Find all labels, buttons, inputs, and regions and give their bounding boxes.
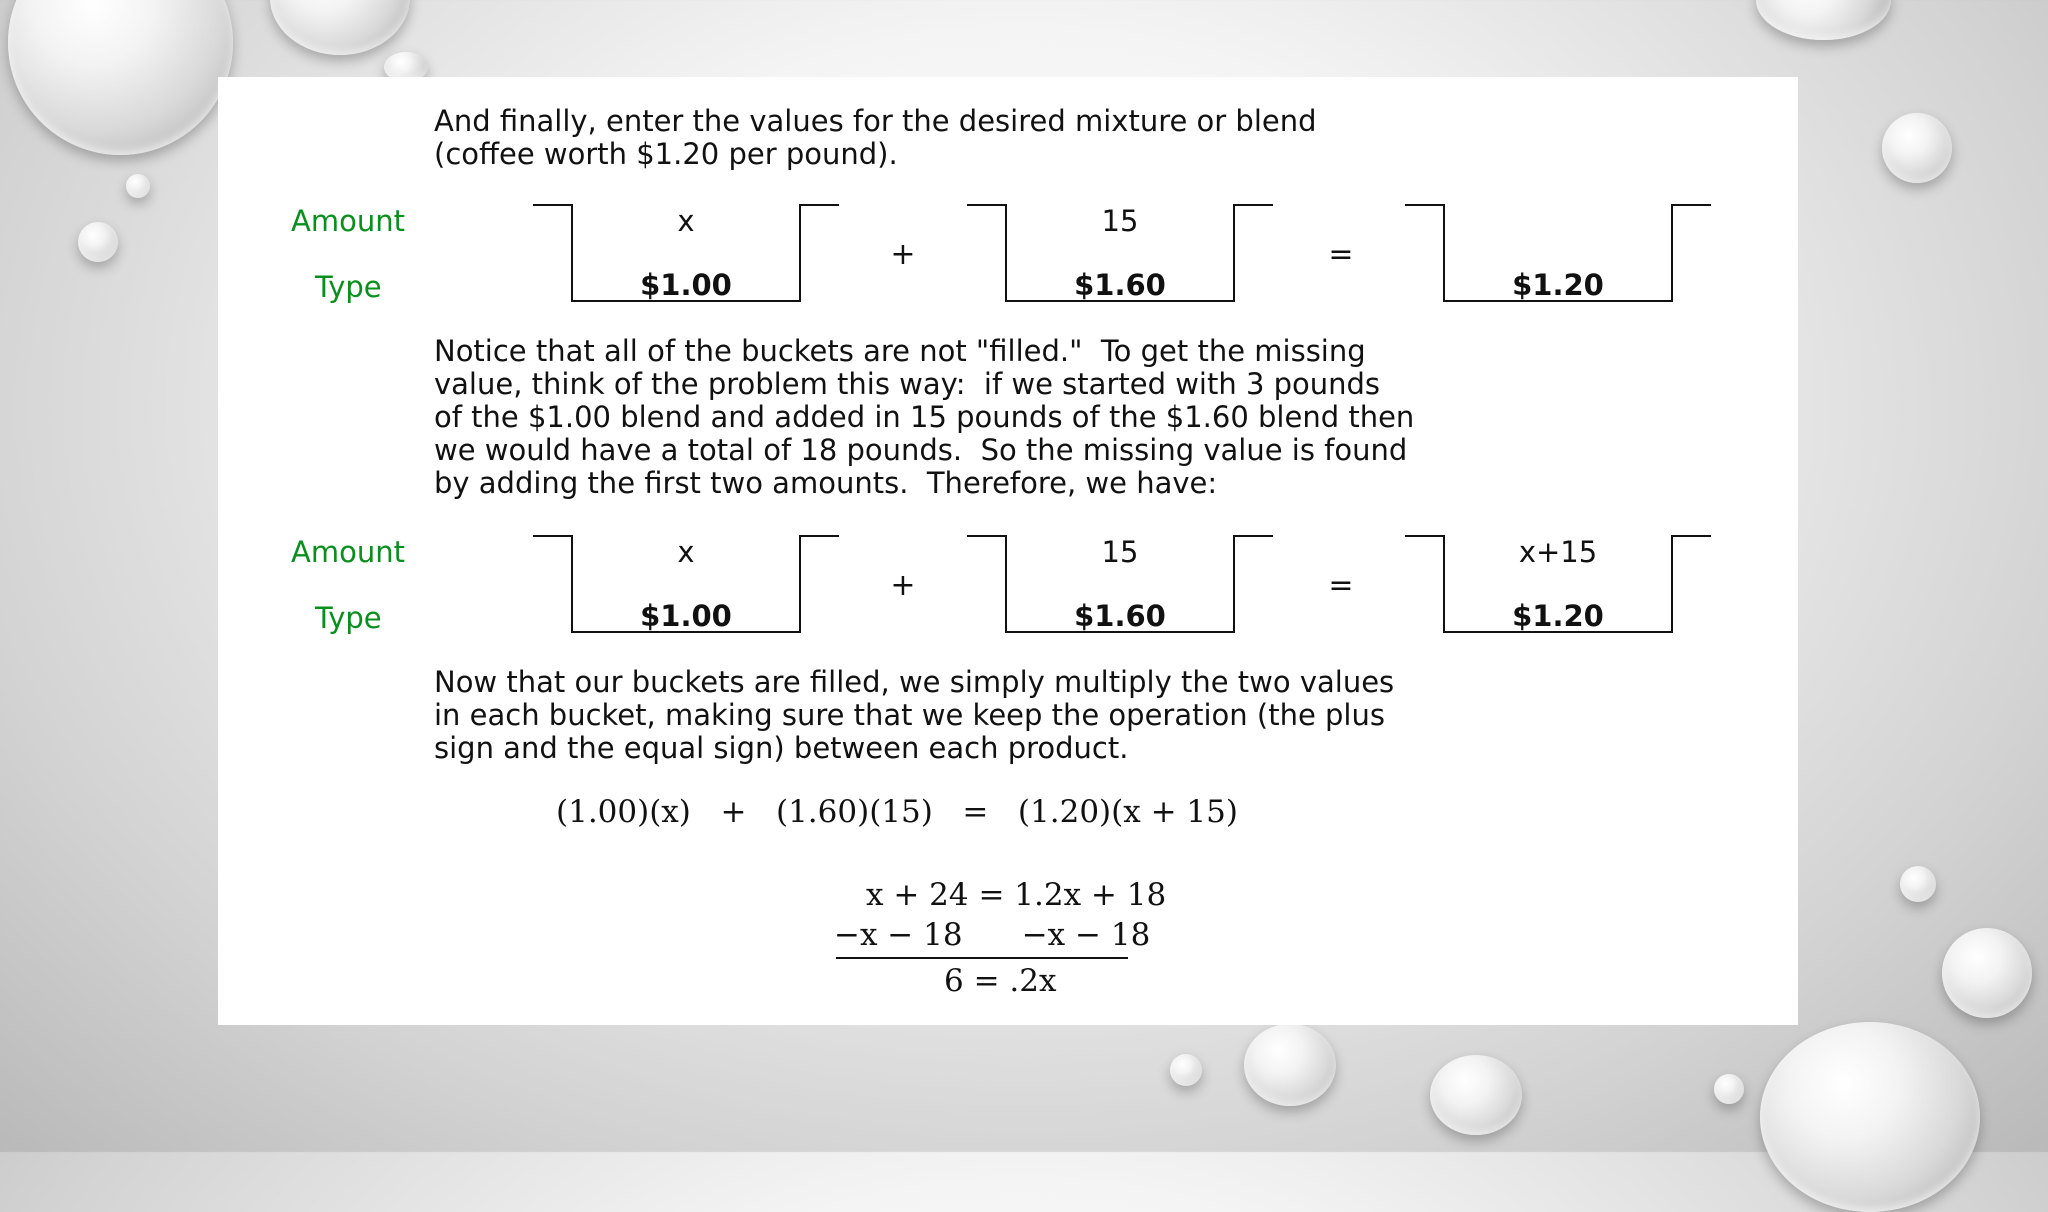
notice-line: value, think of the problem this way: if we started with 3 pounds <box>434 367 1381 401</box>
bucket-diagram-1 <box>218 204 1798 304</box>
now-text <box>434 666 1394 765</box>
type-label: Type <box>315 601 382 635</box>
bucket-type: $1.00 <box>640 599 732 633</box>
bucket-type: $1.00 <box>640 268 732 302</box>
water-drop <box>1942 928 2032 1018</box>
bucket-type: $1.20 <box>1512 599 1604 633</box>
notice-line: by adding the first two amounts. Therefore, we have: <box>434 466 1218 500</box>
slide-content <box>218 77 1798 1025</box>
type-label: Type <box>315 270 382 304</box>
intro-text <box>434 105 1317 171</box>
water-drop <box>1170 1054 1202 1086</box>
bucket-type: $1.60 <box>1074 599 1166 633</box>
equation-step: x + 24 = 1.2x + 18 <box>866 877 1167 913</box>
bucket <box>1443 535 1673 633</box>
bucket-amount: x <box>677 204 695 238</box>
water-drop <box>1760 1022 1980 1212</box>
bucket <box>1443 204 1673 302</box>
water-drop <box>78 222 118 262</box>
notice-line: Notice that all of the buckets are not "filled." To get the missing <box>434 334 1366 368</box>
bucket-type: $1.60 <box>1074 268 1166 302</box>
intro-line: (coffee worth $1.20 per pound). <box>434 137 898 171</box>
now-line: Now that our buckets are filled, we simply multiply the two values <box>434 665 1395 699</box>
bucket-amount: 15 <box>1101 535 1139 569</box>
main-equation: (1.00)(x) + (1.60)(15) = (1.20)(x + 15) <box>556 794 1238 830</box>
bucket-amount: x+15 <box>1518 535 1598 569</box>
water-drop <box>8 0 233 155</box>
now-line: in each bucket, making sure that we keep the operation (the plus <box>434 698 1385 732</box>
equals-sign: = <box>1328 237 1354 272</box>
bucket <box>1005 535 1235 633</box>
now-line: sign and the equal sign) between each product. <box>434 731 1129 765</box>
bucket-type: $1.20 <box>1512 268 1604 302</box>
bucket-amount: x <box>677 535 695 569</box>
notice-line: of the $1.00 blend and added in 15 pounds of the $1.60 blend then <box>434 400 1415 434</box>
bucket <box>571 204 801 302</box>
amount-label: Amount <box>291 204 405 238</box>
water-drop <box>270 0 410 55</box>
water-drop <box>1430 1055 1522 1135</box>
intro-line: And finally, enter the values for the desired mixture or blend <box>434 104 1317 138</box>
water-drop <box>1900 866 1936 902</box>
plus-sign: + <box>890 568 916 603</box>
notice-line: we would have a total of 18 pounds. So the missing value is found <box>434 433 1408 467</box>
equals-sign: = <box>1328 568 1354 603</box>
water-drop <box>126 174 150 198</box>
bucket <box>571 535 801 633</box>
water-drop <box>1244 1024 1336 1106</box>
bucket-amount: 15 <box>1101 204 1139 238</box>
water-drop <box>1714 1074 1744 1104</box>
bucket-diagram-2 <box>218 535 1798 635</box>
bucket <box>1005 204 1235 302</box>
notice-text <box>434 335 1414 500</box>
amount-label: Amount <box>291 535 405 569</box>
equation-step: 6 = .2x <box>944 963 1057 999</box>
equation-step: −x − 18 −x − 18 <box>834 917 1151 953</box>
plus-sign: + <box>890 237 916 272</box>
water-drop <box>1882 113 1952 183</box>
equation-rule <box>836 957 1128 959</box>
water-drop <box>1756 0 1891 40</box>
